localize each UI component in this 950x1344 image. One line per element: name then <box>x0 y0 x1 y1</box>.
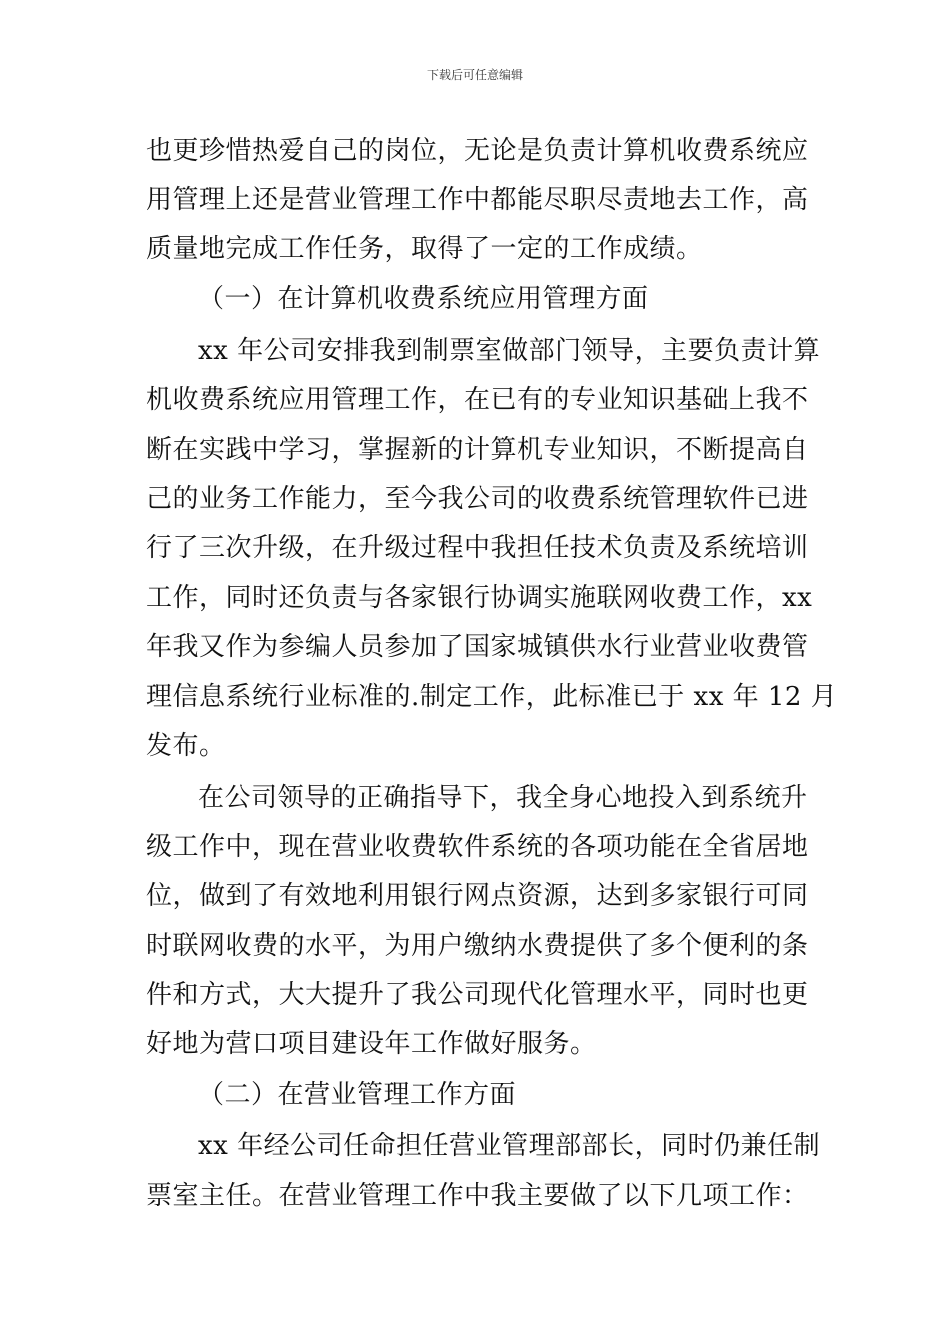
body-text-line: 用管理上还是营业管理工作中都能尽职尽责地去工作，高 <box>146 185 809 215</box>
body-text-line: 质量地完成工作任务，取得了一定的工作成绩。 <box>146 234 703 264</box>
body-text-line: 己的业务工作能力，至今我公司的收费系统管理软件已进 <box>146 484 809 514</box>
body-text-line: 年我又作为参编人员参加了国家城镇供水行业营业收费管 <box>146 632 809 662</box>
body-text-line: 发布。 <box>146 731 226 761</box>
body-text-line: 机收费系统应用管理工作，在已有的专业知识基础上我不 <box>146 385 809 415</box>
body-text-line: 位，做到了有效地利用银行网点资源，达到多家银行可同 <box>146 881 809 911</box>
body-text-line: xx 年经公司任命担任营业管理部部长，同时仍兼任制 <box>198 1131 821 1161</box>
body-text-line: 在公司领导的正确指导下，我全身心地投入到系统升 <box>198 783 808 813</box>
body-text-line: 断在实践中学习，掌握新的计算机专业知识，不断提高自 <box>146 435 809 465</box>
body-text-line: 好地为营口项目建设年工作做好服务。 <box>146 1029 597 1059</box>
body-text-line: 行了三次升级，在升级过程中我担任技术负责及系统培训 <box>146 533 809 563</box>
header-note: 下载后可任意编辑 <box>426 68 523 82</box>
body-text-line: 也更珍惜热爱自己的岗位，无论是负责计算机收费系统应 <box>146 136 809 166</box>
body-text-line: 级工作中，现在营业收费软件系统的各项功能在全省居地 <box>146 832 809 862</box>
section-heading: （一）在计算机收费系统应用管理方面 <box>198 284 649 314</box>
body-text-line: 工作，同时还负责与各家银行协调实施联网收费工作，xx <box>146 583 813 613</box>
body-text-line: 时联网收费的水平，为用户缴纳水费提供了多个便利的条 <box>146 931 809 961</box>
body-text-line: 理信息系统行业标准的.制定工作，此标准已于 xx 年 12 月 <box>146 682 838 712</box>
section-heading: （二）在营业管理工作方面 <box>198 1080 517 1110</box>
body-text-line: 件和方式，大大提升了我公司现代化管理水平，同时也更 <box>146 980 809 1010</box>
body-text-line: 票室主任。在营业管理工作中我主要做了以下几项工作： <box>146 1181 809 1211</box>
body-text-line: xx 年公司安排我到制票室做部门领导，主要负责计算 <box>198 336 821 366</box>
